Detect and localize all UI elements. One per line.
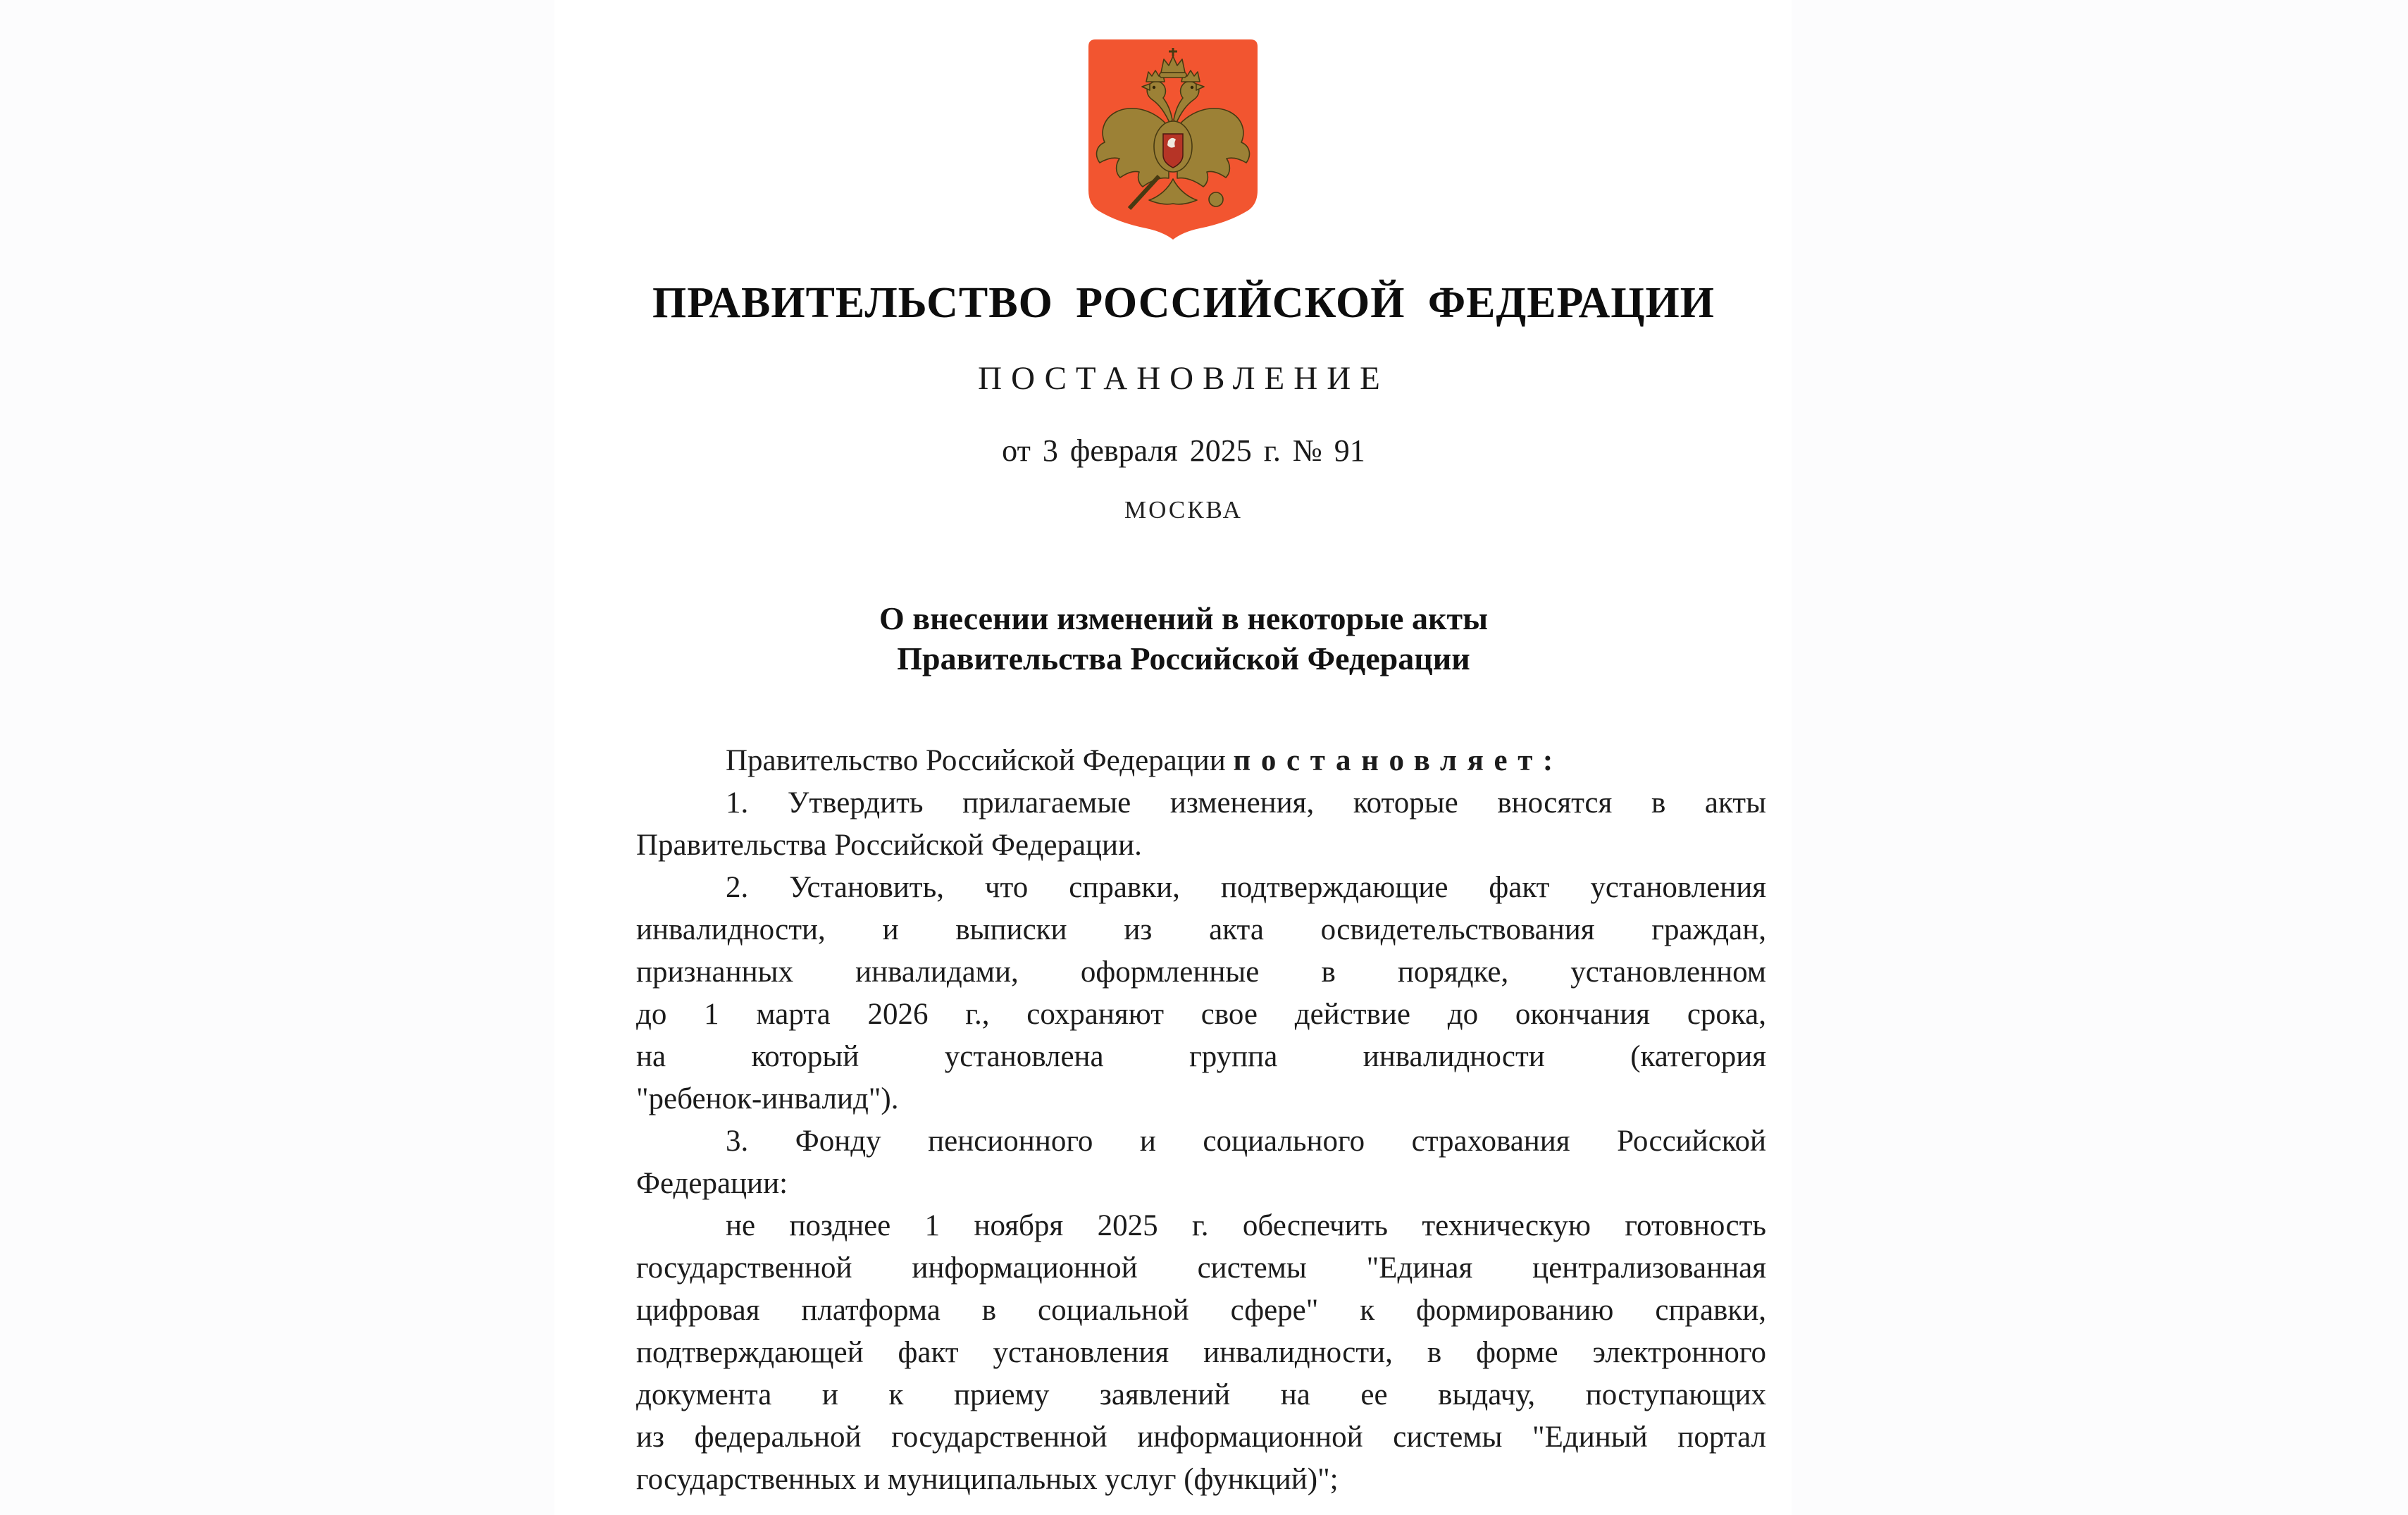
body-line: на который установлена группа инвалидности (категория <box>636 1040 1766 1073</box>
coat-of-arms-emblem <box>1088 39 1258 241</box>
document-body <box>636 740 1766 1501</box>
body-line: подтверждающей факт установления инвалидности, в форме электронного <box>636 1336 1766 1369</box>
body-line: 3. Фонду пенсионного и социального страхования Российской <box>726 1125 1766 1158</box>
document-type-label: ПОСТАНОВЛЕНИЕ <box>978 360 1389 397</box>
body-line: цифровая платформа в социальной сфере" к формированию справки, <box>636 1294 1766 1327</box>
body-run: Правительство Российской Федерации <box>726 744 1234 777</box>
date-and-number-line: от 3 февраля 2025 г. № 91 <box>1002 433 1365 468</box>
body-line: государственных и муниципальных услуг (функций)"; <box>636 1463 1339 1496</box>
document-subject <box>620 598 1747 679</box>
subject-line: О внесении изменений в некоторые акты <box>879 600 1488 636</box>
subject-line: Правительства Российской Федерации <box>897 641 1470 676</box>
body-line: до 1 марта 2026 г., сохраняют свое действие до окончания срока, <box>636 998 1766 1031</box>
government-title: ПРАВИТЕЛЬСТВО РОССИЙСКОЙ ФЕДЕРАЦИИ <box>652 279 1715 327</box>
body-line: документа и к приему заявлений на ее выдачу, поступающих <box>636 1378 1766 1411</box>
decree-verb-text: постановляет: <box>1233 744 1563 777</box>
body-line: 2. Установить, что справки, подтверждающие факт установления <box>726 871 1766 904</box>
body-line: из федеральной государственной информационной системы "Единый портал <box>636 1421 1766 1454</box>
body-line: государственной информационной системы "Единая централизованная <box>636 1251 1766 1285</box>
city-label: МОСКВА <box>1124 496 1243 524</box>
body-line: 1. Утвердить прилагаемые изменения, которые вносятся в акты <box>726 786 1766 820</box>
body-line: не позднее 1 ноября 2025 г. обеспечить техническую готовность <box>726 1209 1766 1242</box>
body-line: "ребенок-инвалид"). <box>636 1082 899 1115</box>
body-line: инвалидности, и выписки из акта освидетельствования граждан, <box>636 913 1766 946</box>
body-line: Федерации: <box>636 1167 788 1200</box>
body-line: Правительства Российской Федерации. <box>636 829 1142 862</box>
body-line <box>636 740 1766 782</box>
body-line: признанных инвалидами, оформленные в порядке, установленном <box>636 956 1766 989</box>
double-headed-eagle-icon <box>1088 39 1258 241</box>
